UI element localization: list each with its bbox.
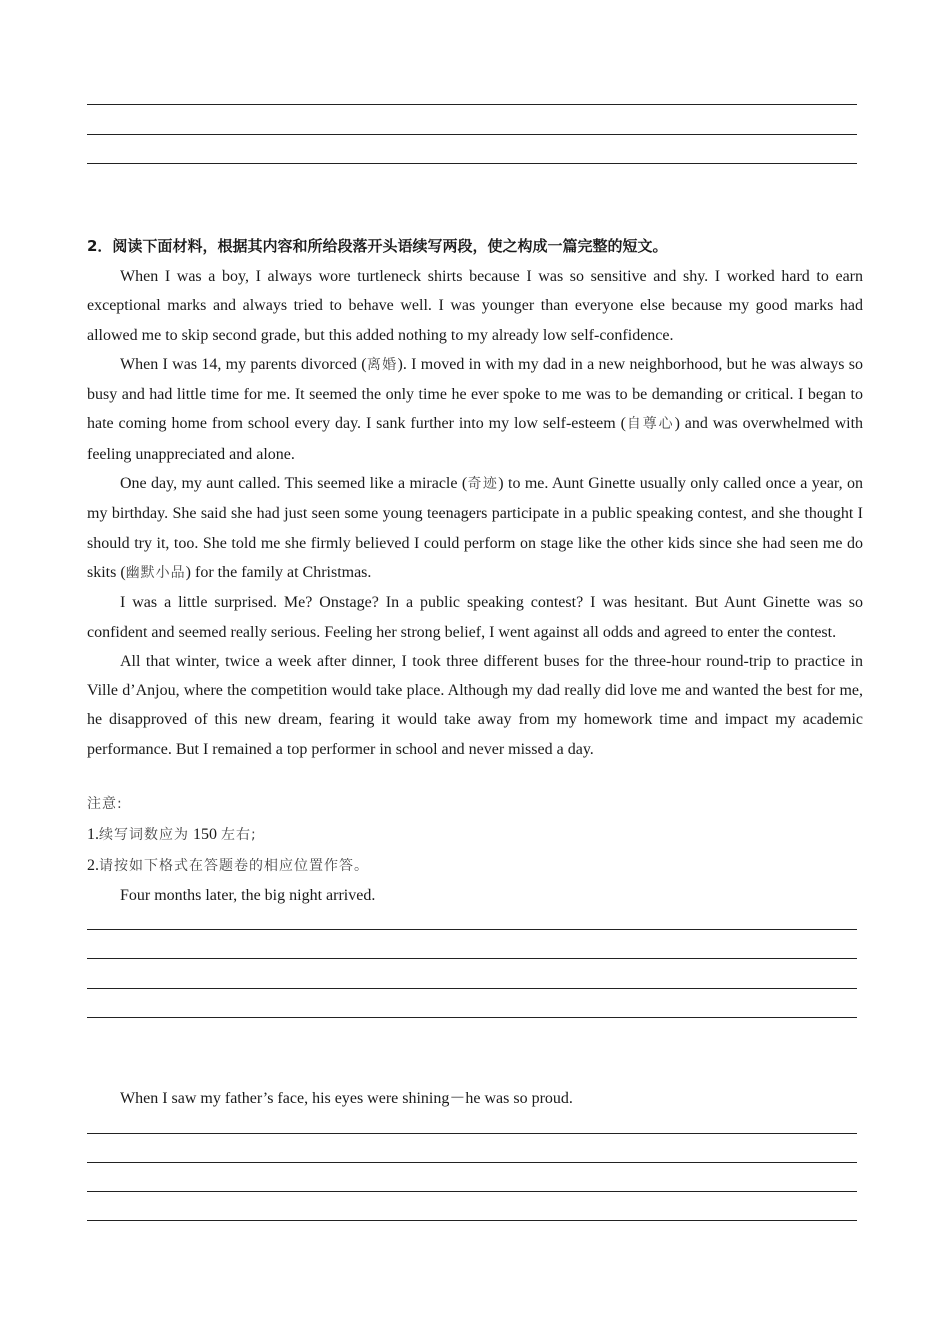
chinese-gloss: 离婚 bbox=[366, 356, 398, 373]
answer-line bbox=[87, 988, 857, 989]
passage-paragraph: I was a little surprised. Me? Onstage? In a public speaking contest? I was hesitant. But Aunt Ginette was so confident and seemed really serious. Feeling her strong belief, I went against all odds and agreed to enter the contest. bbox=[87, 594, 863, 641]
passage-paragraph: When I was a boy, I always wore turtleneck shirts because I was so sensitive and shy. I worked hard to earn exceptional marks and always tried to behave well. I was younger than everyone else because my good marks had allowed me to skip second grade, but this added nothing to my already low self-confidence. bbox=[87, 268, 863, 344]
passage-paragraph: When I was 14, my parents divorced (离婚). I moved in with my dad in a new neighborhood, but he was always so busy and had little time for me. It seemed the only time he ever spoke to me was to be demanding or critical. I began to hate coming home from school every day. I sank further into my low self-esteem (自尊心) and was overwhelmed with feeling unappreciated and alone. bbox=[87, 355, 864, 463]
note-item: 1.续写词数应为 150 左右; bbox=[87, 826, 257, 843]
answer-line bbox=[87, 163, 857, 164]
answer-line bbox=[87, 1017, 857, 1018]
passage-paragraph: All that winter, twice a week after dinner, I took three different buses for the three-hour round-trip to practice in Ville d’Anjou, where the competition would take place. Although my dad really did love me and wanted the best for me, he disapproved of this new dream, fearing it would take away from my homework time and impact my academic performance. But I remained a top performer in school and never missed a day. bbox=[87, 652, 863, 758]
answer-line bbox=[87, 958, 857, 959]
note-item: 2.请按如下格式在答题卷的相应位置作答。 bbox=[87, 857, 369, 874]
chinese-gloss: 奇迹 bbox=[467, 476, 499, 493]
passage-paragraph: One day, my aunt called. This seemed like a miracle (奇迹) to me. Aunt Ginette usually only called once a year, on my birthday. She said she had just seen some young teenagers participate in a public speaking contest, and she thought I should try it, too. She told me she firmly believed I could perform on stage like the other kids since she had seen me do skits (幽默小品) for the family at Christmas. bbox=[87, 475, 863, 581]
answer-line bbox=[87, 104, 857, 105]
paragraph-opener-1: Four months later, the big night arrived. bbox=[120, 887, 376, 904]
answer-line bbox=[87, 1220, 857, 1221]
answer-line bbox=[87, 134, 857, 135]
reading-passage bbox=[87, 262, 863, 764]
notes-heading: 注意: bbox=[87, 796, 123, 812]
question-title: 2．阅读下面材料，根据其内容和所给段落开头语续写两段，使之构成一篇完整的短文。 bbox=[87, 237, 668, 255]
answer-line bbox=[87, 1191, 857, 1192]
chinese-gloss: 自尊心 bbox=[625, 416, 675, 433]
chinese-gloss: 幽默小品 bbox=[125, 564, 186, 581]
answer-line bbox=[87, 1133, 857, 1134]
answer-line bbox=[87, 1162, 857, 1163]
answer-line bbox=[87, 929, 857, 930]
notes-section bbox=[87, 792, 863, 885]
paragraph-opener-2: When I saw my father’s face, his eyes were shining－he was so proud. bbox=[120, 1090, 573, 1107]
